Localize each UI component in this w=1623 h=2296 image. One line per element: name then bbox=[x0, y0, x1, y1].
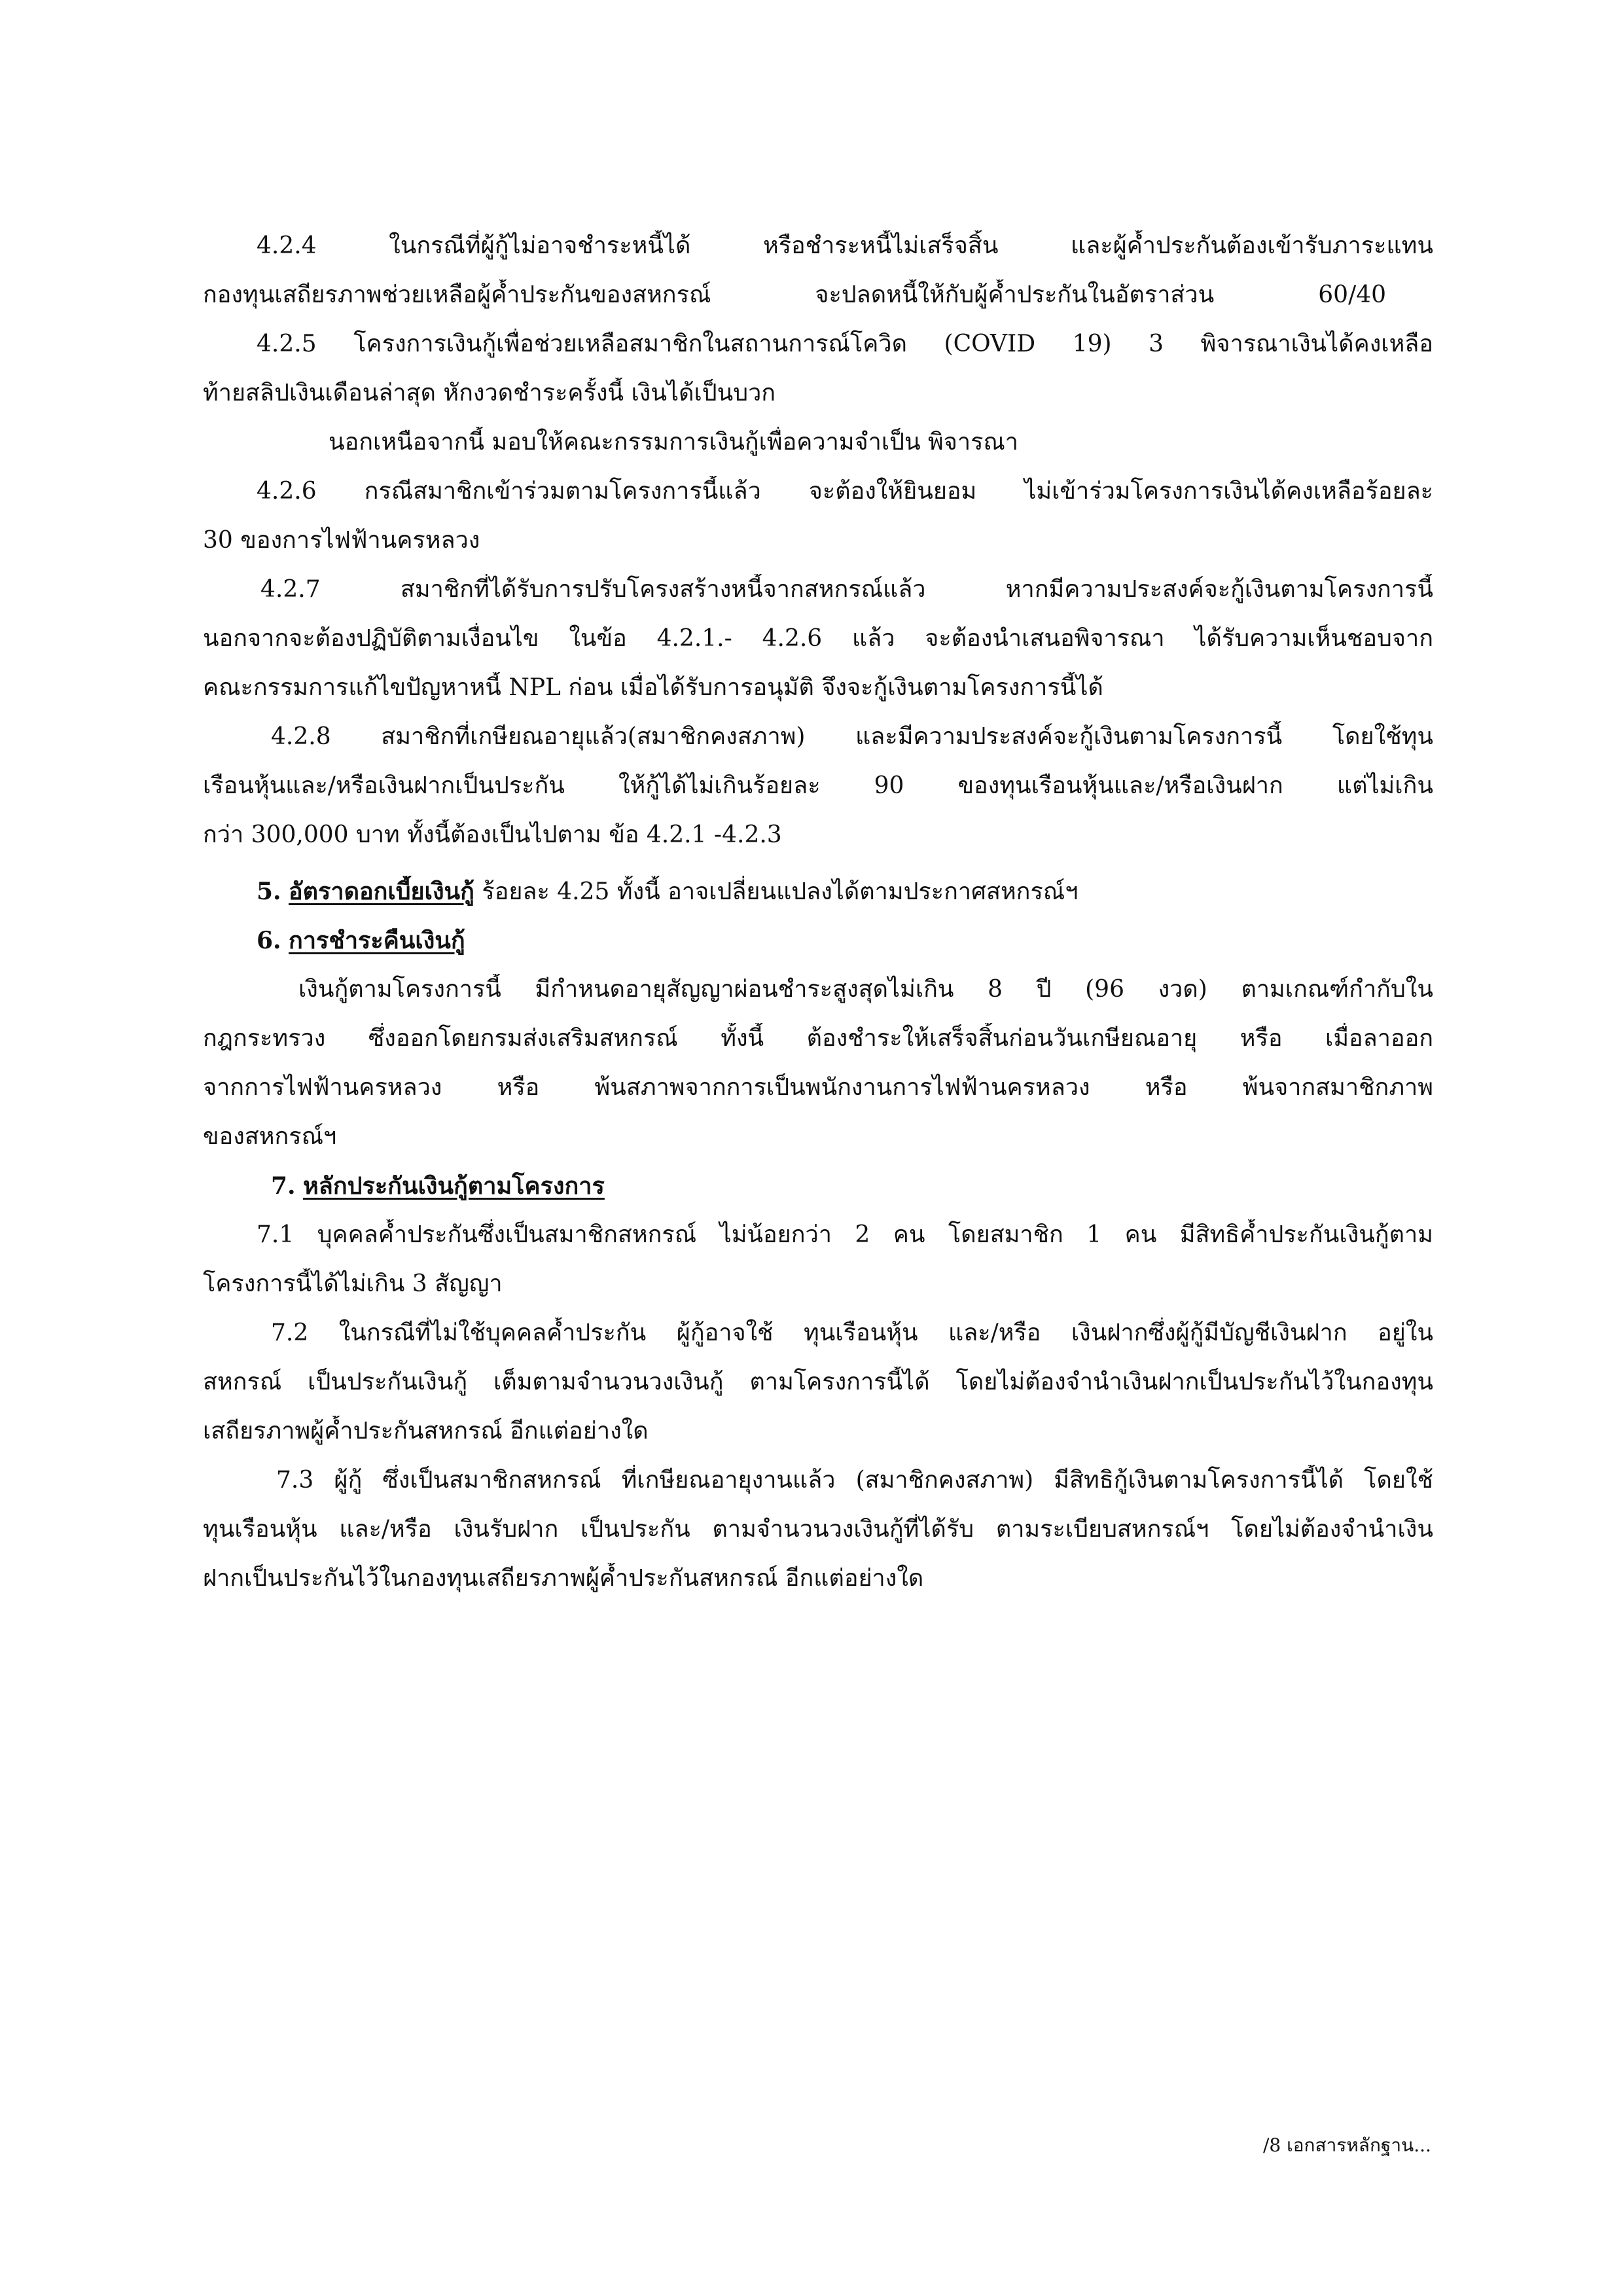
clause-7-3-line-1: 7.3 ผู้กู้ ซึ่งเป็นสมาชิกสหกรณ์ ที่เกษียณอายุงานแล้ว (สมาชิกคงสภาพ) มีสิทธิกู้เงินตามโครงการนี้ได้ โดยใช้ bbox=[276, 1467, 1433, 1494]
section-6-line-4: ของสหกรณ์ฯ bbox=[203, 1123, 337, 1150]
clause-7-3-line-3: ฝากเป็นประกันไว้ในกองทุนเสถียรภาพผู้ค้ำประกันสหกรณ์ อีกแต่อย่างใด bbox=[203, 1565, 924, 1592]
clause-4-2-7-line-1: 4.2.7 สมาชิกที่ได้รับการปรับโครงสร้างหนี้จากสหกรณ์แล้ว หากมีความประสงค์จะกู้เงินตามโครงการนี้ bbox=[260, 576, 1433, 603]
clause-4-2-6-line-1: 4.2.6 กรณีสมาชิกเข้าร่วมตามโครงการนี้แล้ว จะต้องให้ยินยอม ไม่เข้าร่วมโครงการเงินได้คงเหลือร้อยละ bbox=[257, 478, 1433, 505]
clause-4-2-8-line-3: กว่า 300,000 บาท ทั้งนี้ต้องเป็นไปตาม ข้อ 4.2.1 -4.2.3 bbox=[203, 821, 782, 848]
clause-7-3-line-2: ทุนเรือนหุ้น และ/หรือ เงินรับฝาก เป็นประกัน ตามจำนวนวงเงินกู้ที่ได้รับ ตามระเบียบสหกรณ์ฯ โดยไม่ต้องจำนำเงิน bbox=[203, 1516, 1433, 1543]
section-6-title: การชำระคืนเงินกู้ bbox=[289, 927, 465, 954]
section-6-line-1: เงินกู้ตามโครงการนี้ มีกำหนดอายุสัญญาผ่อนชำระสูงสุดไม่เกิน 8 ปี (96 งวด) ตามเกณฑ์กำกับใน bbox=[298, 976, 1433, 1003]
section-6-line-3: จากการไฟฟ้านครหลวง หรือ พ้นสภาพจากการเป็นพนักงานการไฟฟ้านครหลวง หรือ พ้นจากสมาชิกภาพ bbox=[203, 1074, 1433, 1101]
clause-4-2-7-line-2: นอกจากจะต้องปฏิบัติตามเงื่อนไข ในข้อ 4.2.1.- 4.2.6 แล้ว จะต้องนำเสนอพิจารณา ได้รับความเห็นชอบจาก bbox=[203, 625, 1433, 652]
section-7-heading bbox=[271, 1170, 1433, 1202]
clause-7-1-line-1: 7.1 บุคคลค้ำประกันซึ่งเป็นสมาชิกสหกรณ์ ไม่น้อยกว่า 2 คน โดยสมาชิก 1 คน มีสิทธิค้ำประกันเงินกู้ตาม bbox=[257, 1221, 1433, 1248]
clause-4-2-5-line-2: ท้ายสลิปเงินเดือนล่าสุด หักงวดชำระครั้งนี้ เงินได้เป็นบวก bbox=[203, 380, 776, 406]
clause-4-2-8-line-2: เรือนหุ้นและ/หรือเงินฝากเป็นประกัน ให้กู้ได้ไม่เกินร้อยละ 90 ของทุนเรือนหุ้นและ/หรือเงินฝาก แต่ไม่เกิน bbox=[203, 772, 1433, 799]
section-5-number: 5. bbox=[257, 878, 281, 905]
clause-4-2-5-line-3: นอกเหนือจากนี้ มอบให้คณะกรรมการเงินกู้เพื่อความจำเป็น พิจารณา bbox=[329, 429, 1019, 456]
clause-7-1-line-2: โครงการนี้ได้ไม่เกิน 3 สัญญา bbox=[203, 1270, 503, 1297]
section-6-heading bbox=[257, 925, 1433, 957]
clause-4-2-7-line-3: คณะกรรมการแก้ไขปัญหาหนี้ NPL ก่อน เมื่อได้รับการอนุมัติ จึงจะกู้เงินตามโครงการนี้ได้ bbox=[203, 674, 1103, 701]
page-continuation-note: /8 เอกสารหลักฐาน... bbox=[1263, 2134, 1431, 2156]
clause-7-2-line-3: เสถียรภาพผู้ค้ำประกันสหกรณ์ อีกแต่อย่างใด bbox=[203, 1418, 649, 1444]
section-5-heading bbox=[257, 876, 1433, 908]
section-5-text: ร้อยละ 4.25 ทั้งนี้ อาจเปลี่ยนแปลงได้ตามประกาศสหกรณ์ฯ bbox=[474, 878, 1079, 905]
section-6-line-2: กฎกระทรวง ซึ่งออกโดยกรมส่งเสริมสหกรณ์ ทั้งนี้ ต้องชำระให้เสร็จสิ้นก่อนวันเกษียณอายุ หรือ เมื่อลาออก bbox=[203, 1025, 1433, 1052]
clause-7-2-line-1: 7.2 ในกรณีที่ไม่ใช้บุคคลค้ำประกัน ผู้กู้อาจใช้ ทุนเรือนหุ้น และ/หรือ เงินฝากซึ่งผู้กู้มีบัญชีเงินฝาก อยู่ใน bbox=[271, 1319, 1433, 1346]
clause-4-2-8-line-1: 4.2.8 สมาชิกที่เกษียณอายุแล้ว(สมาชิกคงสภาพ) และมีความประสงค์จะกู้เงินตามโครงการนี้ โดยใช้ทุน bbox=[271, 723, 1433, 750]
clause-4-2-5-line-1: 4.2.5 โครงการเงินกู้เพื่อช่วยเหลือสมาชิกในสถานการณ์โควิด (COVID 19) 3 พิจารณาเงินได้คงเหลือ bbox=[257, 331, 1433, 357]
section-7-title: หลักประกันเงินกู้ตามโครงการ bbox=[303, 1172, 605, 1200]
section-6-number: 6. bbox=[257, 927, 281, 954]
clause-4-2-6-line-2: 30 ของการไฟฟ้านครหลวง bbox=[203, 527, 480, 554]
section-7-number: 7. bbox=[271, 1172, 296, 1200]
clause-4-2-4-line-1: 4.2.4 ในกรณีที่ผู้กู้ไม่อาจชำระหนี้ได้ หรือชำระหนี้ไม่เสร็จสิ้น และผู้ค้ำประกันต้องเข้ารับภาระแทน bbox=[257, 232, 1433, 259]
clause-7-2-line-2: สหกรณ์ เป็นประกันเงินกู้ เต็มตามจำนวนวงเงินกู้ ตามโครงการนี้ได้ โดยไม่ต้องจำนำเงินฝากเป็นประกันไว้ในกองทุน bbox=[203, 1369, 1433, 1395]
clause-4-2-4-line-2: กองทุนเสถียรภาพช่วยเหลือผู้ค้ำประกันของสหกรณ์ จะปลดหนี้ให้กับผู้ค้ำประกันในอัตราส่วน 60/40 bbox=[203, 281, 1386, 308]
section-5-title: อัตราดอกเบี้ยเงินกู้ bbox=[289, 878, 474, 905]
